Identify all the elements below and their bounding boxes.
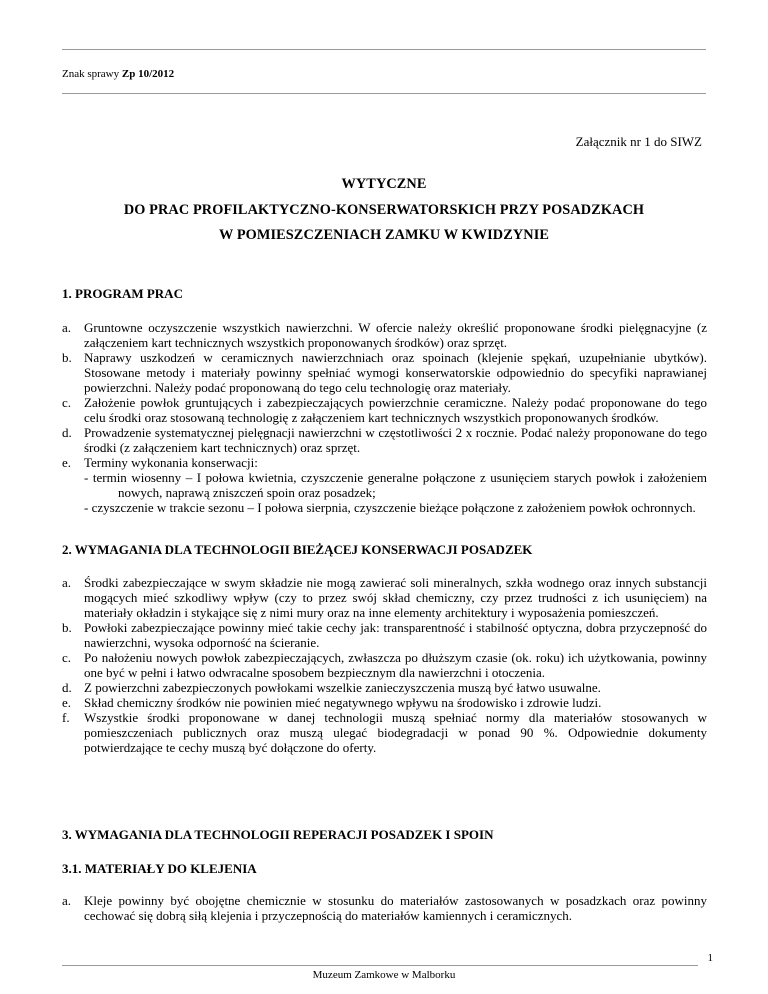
case-label: Znak sprawy	[62, 68, 120, 80]
list-item: d. Z powierzchni zabezpieczonych powłokami wszelkie zanieczyszczenia muszą być łatwo usuwalne.	[62, 680, 601, 695]
footer-institution: Muzeum Zamkowe w Malborku	[312, 969, 456, 981]
document-title-line1: WYTYCZNE	[341, 176, 427, 192]
sub-item: - termin wiosenny – I połowa kwietnia, czyszczenie generalne połączone z usunięciem starych powłok i założeniem nowych, naprawą zniszczeń spoin oraz posadzek;	[84, 470, 707, 500]
footer-rule	[62, 965, 698, 966]
section2-list	[62, 575, 707, 755]
case-number: Zp 10/2012	[121, 68, 175, 80]
header-bottom-rule	[62, 93, 706, 94]
section1-list	[62, 320, 707, 515]
list-item: c. Po nałożeniu nowych powłok zabezpieczających, zwłaszcza po dłuższym czasie (ok. roku) ich użytkowania, powinny one być w pełni i łatwo odwracalne sposobem bezpiecznym dla nawierzchni i otoczenia.	[62, 650, 707, 680]
list-item: b. Naprawy uszkodzeń w ceramicznych nawierzchniach oraz spoinach (klejenie spękań, uzupełnianie ubytków). Stosowane metody i materiały powinny spełniać wymogi konserwatorskie odpowiednio do specyfiki naprawianej powierzchni. Należy podać proponowaną do tego celu technologię oraz materiały.	[62, 350, 707, 395]
list-item: e. Terminy wykonania konserwacji: - termin wiosenny – I połowa kwietnia, czyszczenie generalne połączone z usunięciem starych powłok i założeniem nowych, naprawą zniszczeń spoin oraz posadzek; - czyszczenie w trakcie sezonu – I połowa sierpnia, czyszczenie bieżące połączone z założeniem powłok ochronnych.	[62, 455, 707, 515]
list-item: c. Założenie powłok gruntujących i zabezpieczających powierzchnie ceramiczne. Należy podać proponowane do tego celu środki oraz stosowaną technologię z załączeniem kart technicznych wszystkich proponowanych środków.	[62, 395, 707, 425]
document-title-line3: W POMIESZCZENIACH ZAMKU W KWIDZYNIE	[219, 227, 549, 243]
list-item: a. Gruntowne oczyszczenie wszystkich nawierzchni. W ofercie należy określić proponowane środki pielęgnacyjne (z załączeniem kart technicznych wszystkich proponowanych środków) oraz sprzęt.	[62, 320, 707, 350]
section3-list	[62, 893, 707, 923]
list-item: a. Środki zabezpieczające w swym składzie nie mogą zawierać soli mineralnych, szkła wodnego oraz innych substancji mogących mieć szkodliwy wpływ (czy to przez swój skład chemiczny, czy przez trudności z ich usunięciem) na materiały okładzin i stykające się z nimi mury oraz na inne elementy architektury i wyposażenia pomieszczeń.	[62, 575, 707, 620]
annex-label: Załącznik nr 1 do SIWZ	[575, 134, 702, 149]
header-top-rule	[62, 49, 706, 50]
section1-heading: 1. PROGRAM PRAC	[62, 286, 183, 301]
list-item: d. Prowadzenie systematycznej pielęgnacji nawierzchni w częstotliwości 2 x rocznie. Podać należy proponowane do tego środki (z załączeniem kart technicznych) oraz sprzęt.	[62, 425, 707, 455]
list-item: e. Skład chemiczny środków nie powinien mieć negatywnego wpływu na środowisko i zdrowie ludzi.	[62, 695, 602, 710]
case-reference	[62, 68, 174, 80]
section3-subheading: 3.1. MATERIAŁY DO KLEJENIA	[62, 861, 257, 876]
page-number: 1	[707, 952, 713, 964]
list-item: f. Wszystkie środki proponowane w danej technologii muszą spełniać normy dla materiałów stosowanych w pomieszczeniach publicznych oraz muszą ulegać biodegradacji w ponad 90 %. Odpowiednie dokumenty potwierdzające te cechy muszą być dołączone do oferty.	[62, 710, 707, 755]
section2-heading: 2. WYMAGANIA DLA TECHNOLOGII BIEŻĄCEJ KONSERWACJI POSADZEK	[62, 542, 533, 557]
list-item: a. Kleje powinny być obojętne chemicznie w stosunku do materiałów zastosowanych w posadzkach oraz powinny cechować się dobrą siłą klejenia i przyczepnością do materiałów kamiennych i ceramicznych.	[62, 893, 707, 923]
list-item: b. Powłoki zabezpieczające powinny mieć takie cechy jak: transparentność i stabilność optyczna, dobra przyczepność do nawierzchni, wysoka odporność na ścieranie.	[62, 620, 707, 650]
document-title-line2: DO PRAC PROFILAKTYCZNO-KONSERWATORSKICH PRZY POSADZKACH	[123, 202, 645, 218]
section3-heading: 3. WYMAGANIA DLA TECHNOLOGII REPERACJI POSADZEK I SPOIN	[62, 827, 494, 842]
sub-item: - czyszczenie w trakcie sezonu – I połowa sierpnia, czyszczenie bieżące połączone z założeniem powłok ochronnych.	[84, 500, 696, 515]
